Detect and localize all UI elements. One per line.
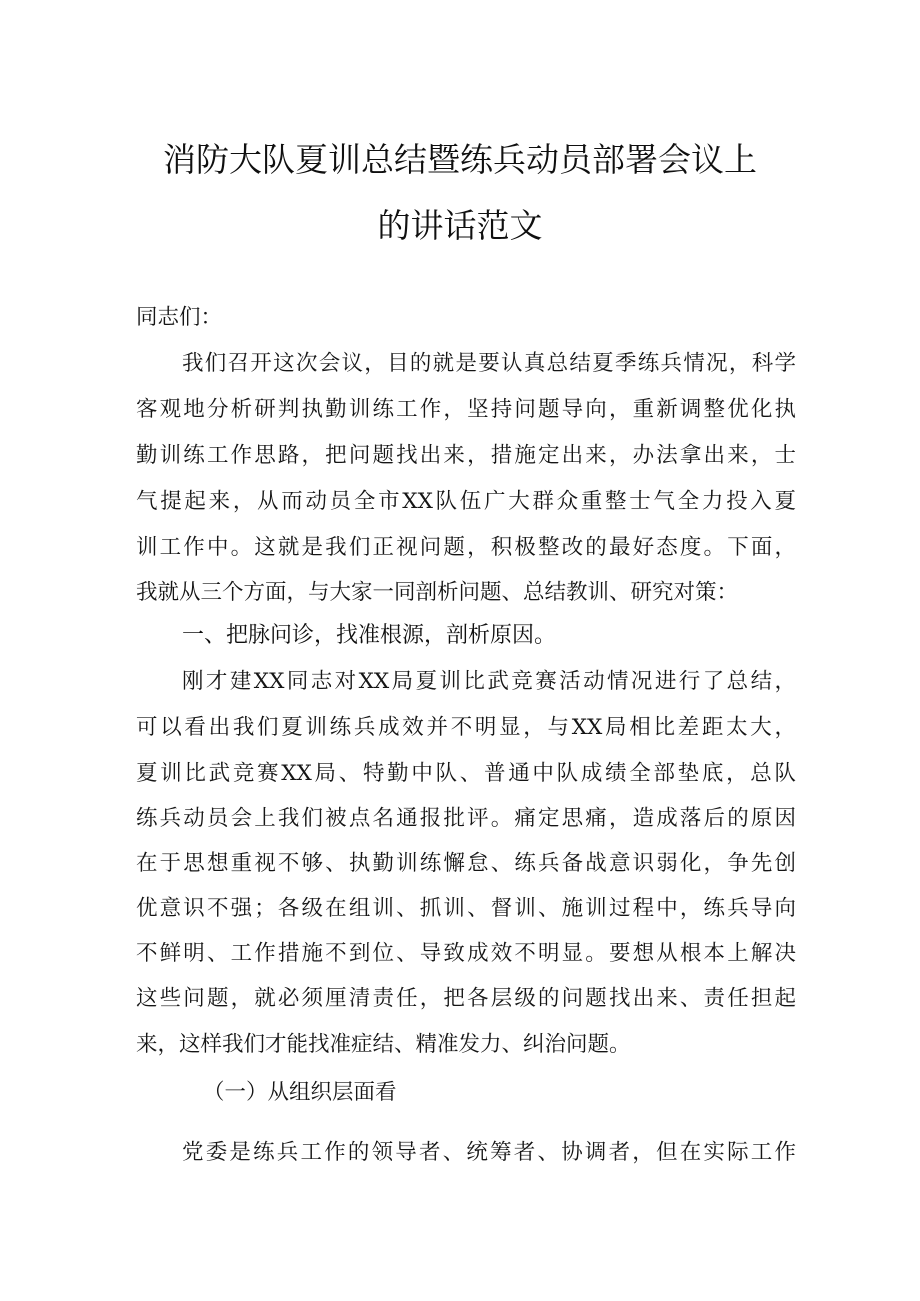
document-title-line-1: 消防大队夏训总结暨练兵动员部署会议上: [163, 140, 757, 179]
paragraph-1-line: 勤训练工作思路，把问题找出来，措施定出来，办法拿出来，士: [136, 443, 796, 468]
paragraph-1-line: 客观地分析研判执勤训练工作，坚持问题导向，重新调整优化执: [136, 397, 796, 422]
paragraph-2-line: 练兵动员会上我们被点名通报批评。痛定思痛，造成落后的原因: [136, 806, 796, 831]
document-title-line-2: 的讲话范文: [377, 206, 543, 245]
salutation: 同志们：: [136, 305, 223, 330]
paragraph-2-line: 这些问题，就必须厘清责任，把各层级的问题找出来、责任担起: [136, 986, 796, 1011]
paragraph-3-line: 党委是练兵工作的领导者、统筹者、协调者，但在实际工作: [182, 1140, 796, 1165]
paragraph-2-line: 优意识不强；各级在组训、抓训、督训、施训过程中，练兵导向: [136, 896, 796, 921]
paragraph-1-line: 训工作中。这就是我们正视问题，积极整改的最好态度。下面，: [136, 535, 796, 560]
paragraph-1-line: 气提起来，从而动员全市XX队伍广大群众重整士气全力投入夏: [136, 489, 796, 514]
paragraph-2-line: 在于思想重视不够、执勤训练懈怠、练兵备战意识弱化，争先创: [136, 851, 796, 876]
subheading-1: （一）从组织层面看: [203, 1080, 397, 1105]
paragraph-1-line: 我们召开这次会议，目的就是要认真总结夏季练兵情况，科学: [182, 351, 796, 376]
section-heading-1: 一、把脉问诊，找准根源，剖析原因。: [182, 623, 557, 648]
paragraph-2-line: 可以看出我们夏训练兵成效并不明显，与XX局相比差距太大，: [136, 715, 796, 740]
paragraph-1-line: 我就从三个方面，与大家一同剖析问题、总结教训、研究对策：: [136, 580, 739, 605]
paragraph-2-line: 来，这样我们才能找准症结、精准发力、纠治问题。: [136, 1032, 631, 1057]
paragraph-2-line: 刚才建XX同志对XX局夏训比武竞赛活动情况进行了总结，: [182, 669, 796, 694]
paragraph-2-line: 夏训比武竞赛XX局、特勤中队、普通中队成绩全部垫底，总队: [136, 761, 796, 786]
paragraph-2-line: 不鲜明、工作措施不到位、导致成效不明显。要想从根本上解决: [136, 941, 796, 966]
